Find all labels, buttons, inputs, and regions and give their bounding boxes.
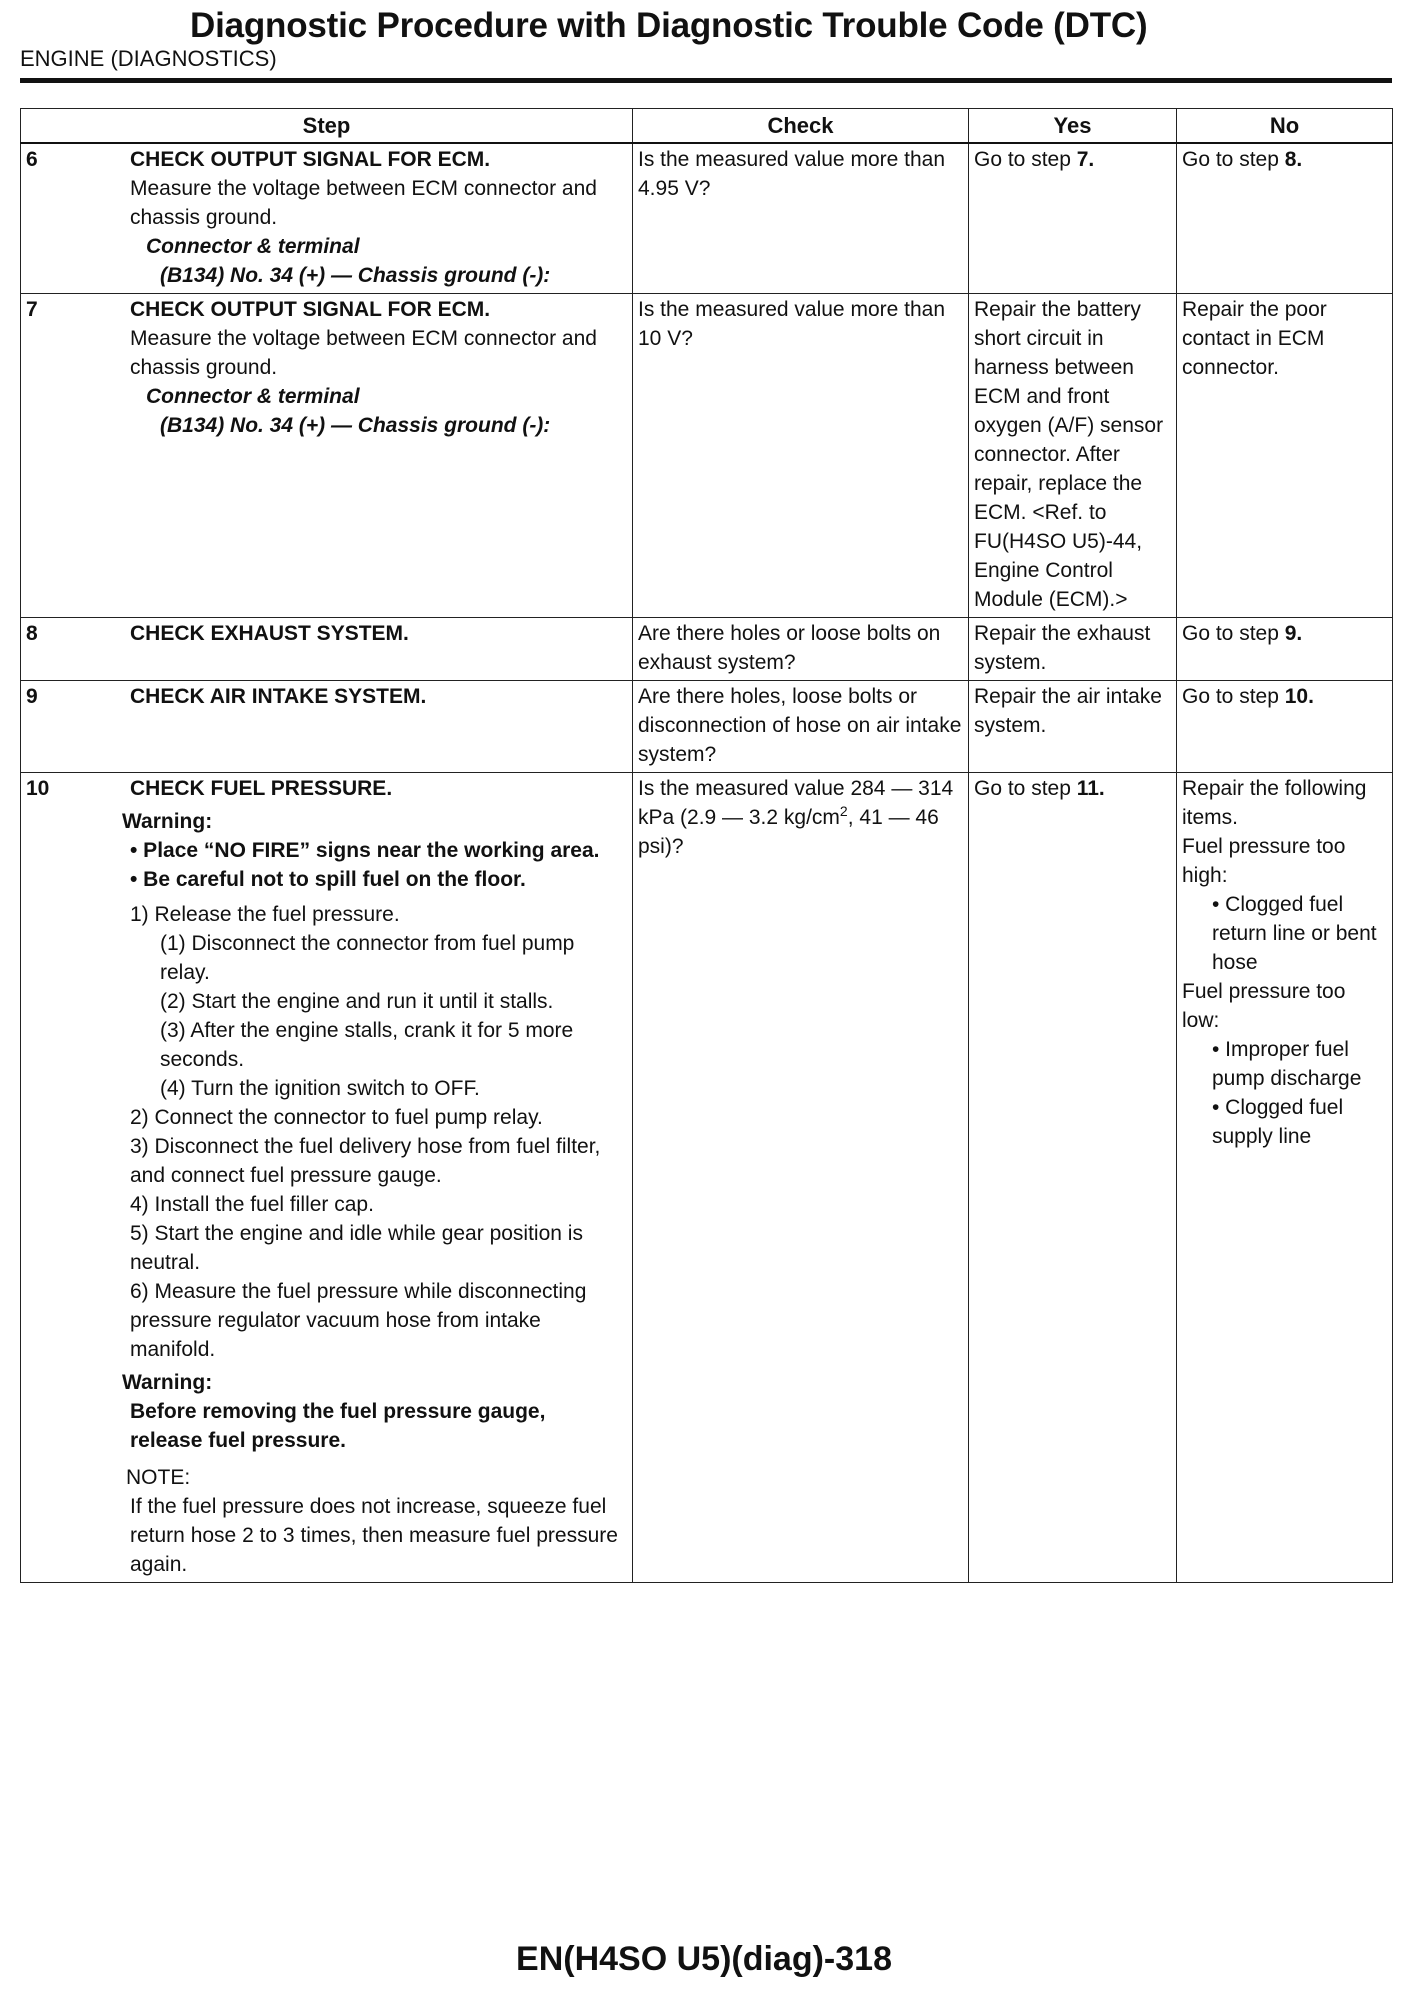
procedure-step: 6) Measure the fuel pressure while disconnecting pressure regulator vacuum hose from intake manifold. [130, 1280, 587, 1361]
yes-cell: Repair the exhaust system. [969, 618, 1177, 681]
no-bullet: • Improper fuel pump discharge [1212, 1038, 1362, 1090]
yes-step-ref: 11. [1076, 777, 1105, 800]
table-row [21, 143, 1393, 294]
no-text: Go to step [1182, 622, 1285, 645]
procedure-step: 3) Disconnect the fuel delivery hose from fuel filter, and connect fuel pressure gauge. [130, 1135, 601, 1187]
warning-item: • Place “NO FIRE” signs near the working area. [130, 839, 600, 862]
step-number: 8 [26, 622, 38, 645]
col-header-step: Step [21, 109, 633, 144]
procedure-step: 1) Release the fuel pressure. [130, 903, 400, 926]
note-body: If the fuel pressure does not increase, squeeze fuel return hose 2 to 3 times, then measure fuel pressure again. [130, 1495, 618, 1576]
procedure-step: 5) Start the engine and idle while gear position is neutral. [130, 1222, 583, 1274]
connector-label: Connector & terminal [146, 385, 360, 408]
header-divider [20, 78, 1392, 83]
connector-label: Connector & terminal [146, 235, 360, 258]
page-title: Diagnostic Procedure with Diagnostic Trouble Code (DTC) [190, 6, 1148, 45]
no-line: Fuel pressure too high: [1182, 835, 1346, 887]
check-cell [633, 773, 969, 1583]
procedure-substep: (4) Turn the ignition switch to OFF. [160, 1077, 480, 1100]
step-instruction: Measure the voltage between ECM connector and chassis ground. [130, 177, 597, 229]
no-cell: Repair the poor contact in ECM connector. [1177, 294, 1393, 618]
yes-step-ref: 7. [1076, 148, 1095, 171]
step-number: 7 [26, 298, 38, 321]
step-number: 10 [26, 777, 50, 800]
yes-cell: Repair the battery short circuit in harness between ECM and front oxygen (A/F) sensor connector. After repair, replace the ECM. <Ref. to FU(H4SO U5)-44, Engine Control Module (ECM).> [969, 294, 1177, 618]
procedure-substep: (1) Disconnect the connector from fuel pump relay. [160, 932, 575, 984]
yes-cell: Repair the air intake system. [969, 681, 1177, 773]
col-header-check: Check [633, 109, 969, 144]
no-step-ref: 9. [1284, 622, 1303, 645]
yes-text: Go to step [974, 148, 1077, 171]
procedure-substep: (3) After the engine stalls, crank it for 5 more seconds. [160, 1019, 574, 1071]
check-cell: Is the measured value more than 4.95 V? [633, 143, 969, 294]
yes-cell [969, 773, 1177, 1583]
step-title: CHECK AIR INTAKE SYSTEM. [130, 685, 427, 708]
no-cell [1177, 681, 1393, 773]
no-text: Go to step [1182, 148, 1285, 171]
check-text-cont: , 41 — 46 psi)? [638, 806, 939, 858]
procedure-substep: (2) Start the engine and run it until it stalls. [160, 990, 554, 1013]
section-subtitle: ENGINE (DIAGNOSTICS) [20, 46, 277, 71]
connector-terminal: (B134) No. 34 (+) — Chassis ground (-): [160, 414, 551, 437]
table-header-row [21, 109, 1393, 144]
table-row [21, 618, 1393, 681]
step-number: 6 [26, 148, 38, 171]
no-step-ref: 8. [1284, 148, 1303, 171]
no-bullet: • Clogged fuel supply line [1212, 1096, 1344, 1148]
no-bullet: • Clogged fuel return line or bent hose [1212, 893, 1377, 974]
step-cell [21, 294, 633, 618]
step-title: CHECK OUTPUT SIGNAL FOR ECM. [130, 148, 491, 171]
step-cell [21, 143, 633, 294]
table-row [21, 773, 1393, 1583]
check-cell: Are there holes, loose bolts or disconnection of hose on air intake system? [633, 681, 969, 773]
no-cell [1177, 773, 1393, 1583]
no-line: Fuel pressure too low: [1182, 980, 1346, 1032]
step-cell [21, 773, 633, 1583]
page-footer-code: EN(H4SO U5)(diag)-318 [516, 1940, 892, 1978]
check-cell: Is the measured value more than 10 V? [633, 294, 969, 618]
procedure-step: 2) Connect the connector to fuel pump relay. [130, 1106, 543, 1129]
table-row [21, 294, 1393, 618]
check-text: Is the measured value 284 — 314 kPa (2.9 — 3.2 kg/cm [638, 777, 954, 829]
warning-body: Before removing the fuel pressure gauge, release fuel pressure. [130, 1400, 546, 1452]
connector-terminal: (B134) No. 34 (+) — Chassis ground (-): [160, 264, 551, 287]
warning-item: • Be careful not to spill fuel on the floor. [130, 868, 526, 891]
no-line: Repair the following items. [1182, 777, 1367, 829]
step-number: 9 [26, 685, 38, 708]
table-row [21, 681, 1393, 773]
no-step-ref: 10. [1284, 685, 1314, 708]
warning-heading: Warning: [122, 1371, 213, 1394]
superscript: 2 [839, 803, 848, 819]
yes-text: Go to step [974, 777, 1077, 800]
no-cell [1177, 143, 1393, 294]
yes-cell [969, 143, 1177, 294]
no-cell [1177, 618, 1393, 681]
step-title: CHECK OUTPUT SIGNAL FOR ECM. [130, 298, 491, 321]
check-cell: Are there holes or loose bolts on exhaust system? [633, 618, 969, 681]
no-text: Go to step [1182, 685, 1285, 708]
step-instruction: Measure the voltage between ECM connector and chassis ground. [130, 327, 597, 379]
step-title: CHECK FUEL PRESSURE. [130, 777, 393, 800]
note-heading: NOTE: [126, 1466, 191, 1489]
col-header-yes: Yes [969, 109, 1177, 144]
col-header-no: No [1177, 109, 1393, 144]
step-title: CHECK EXHAUST SYSTEM. [130, 622, 409, 645]
procedure-step: 4) Install the fuel filler cap. [130, 1193, 374, 1216]
dtc-procedure-table [20, 108, 1393, 1583]
warning-heading: Warning: [122, 810, 213, 833]
step-cell [21, 681, 633, 773]
step-cell [21, 618, 633, 681]
